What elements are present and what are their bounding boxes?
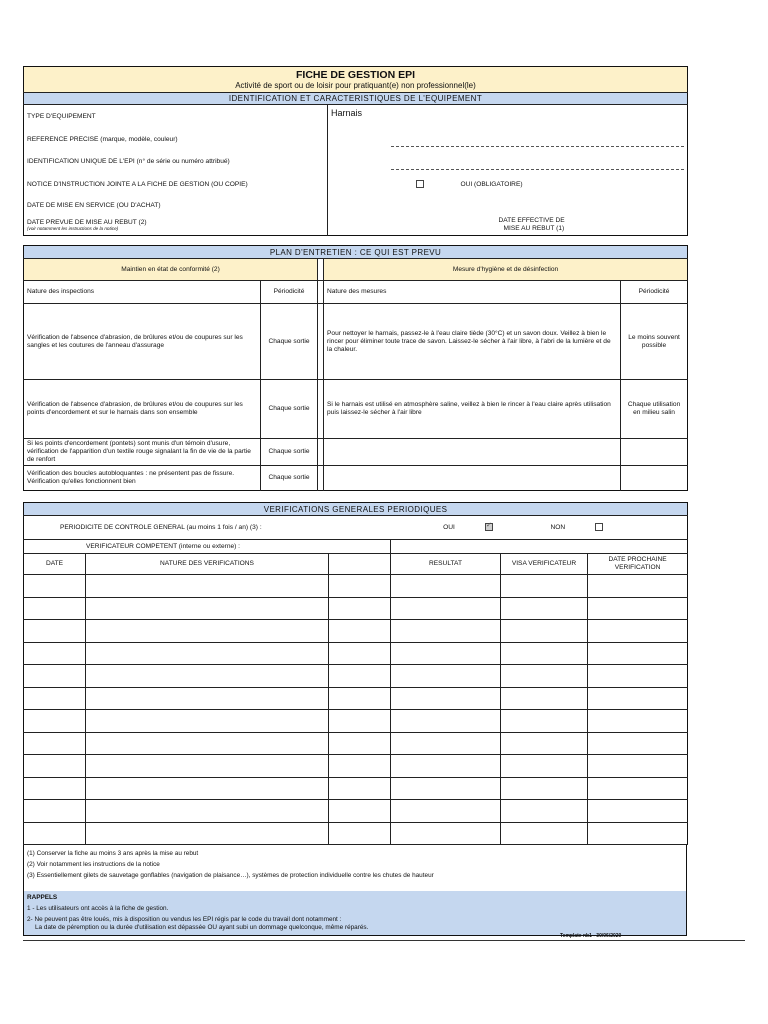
result-cell[interactable]	[391, 575, 501, 598]
verification-row	[24, 755, 688, 778]
rappel-2: 2- Ne peuvent pas être loués, mis à disposition ou vendus les EPI régis par le code du travail dont notamment :	[27, 916, 342, 923]
visa-cell[interactable]	[501, 620, 588, 643]
extra-cell[interactable]	[329, 800, 391, 823]
measure-text	[324, 439, 621, 466]
no-option	[501, 516, 688, 540]
planned-scrap-cell	[24, 216, 328, 236]
measures-col-header: Nature des mesures	[324, 281, 621, 304]
measure-text	[324, 466, 621, 491]
planned-scrap-label: DATE PREVUE DE MISE AU REBUT (2)	[27, 219, 147, 227]
inspection-periodicity: Chaque sortie	[261, 439, 318, 466]
extra-cell[interactable]	[329, 822, 391, 845]
extra-cell[interactable]	[329, 710, 391, 733]
extra-cell[interactable]	[329, 597, 391, 620]
verifier-field[interactable]	[391, 540, 688, 554]
date-cell[interactable]	[24, 777, 86, 800]
unique-id-field[interactable]	[328, 151, 688, 174]
header-block	[24, 67, 688, 93]
date-cell[interactable]	[24, 822, 86, 845]
actual-scrap-cell	[493, 216, 688, 236]
date-cell[interactable]	[24, 755, 86, 778]
next-date-cell[interactable]	[588, 777, 688, 800]
maintenance-row	[24, 466, 688, 491]
result-cell[interactable]	[391, 620, 501, 643]
verifications-section-title: VERIFICATIONS GENERALES PERIODIQUES	[24, 503, 688, 516]
periodicity-col-header: Périodicité	[261, 281, 318, 304]
extra-cell[interactable]	[329, 620, 391, 643]
measure-text: Si le harnais est utilisé en atmosphère saline, veillez à bien le rincer à l'eau claire après utilisation puis laissez-le sécher à l'air libre	[324, 380, 621, 439]
visa-cell[interactable]	[501, 800, 588, 823]
col-date: DATE	[24, 554, 86, 575]
measure-text: Pour nettoyer le harnais, passez-le à l'eau claire tiède (30°C) et un savon doux. Veillez à bien le rincer pour éliminer toute trace de savon. Laissez-le sécher à l'air libre, à l'abri de la lumière et de la chaleur.	[324, 304, 621, 380]
maintenance-row	[24, 439, 688, 466]
page-subtitle: Activité de sport ou de loisir pour pratiquant(e) non professionnel(le)	[235, 80, 476, 90]
next-date-cell[interactable]	[588, 597, 688, 620]
note-3: (3) Essentiellement gilets de sauvetage gonflables (navigation de plaisance…), systèmes de protection individuelle contre les chutes de hauteur	[27, 872, 434, 879]
verification-row	[24, 597, 688, 620]
nature-cell[interactable]	[86, 755, 329, 778]
measure-periodicity	[621, 439, 688, 466]
col-visa: VISA VERIFICATEUR	[501, 554, 588, 575]
nature-cell[interactable]	[86, 642, 329, 665]
reference-label: REFERENCE PRECISE (marque, modèle, couleur)	[24, 129, 328, 151]
footer-divider	[23, 940, 745, 941]
verification-row	[24, 620, 688, 643]
verification-row	[24, 687, 688, 710]
next-date-cell[interactable]	[588, 755, 688, 778]
col-nature: NATURE DES VERIFICATIONS	[86, 554, 329, 575]
maintenance-row	[24, 304, 688, 380]
actual-scrap-label-1: DATE EFFECTIVE DE	[498, 217, 565, 225]
verification-row	[24, 800, 688, 823]
unique-id-label: IDENTIFICATION UNIQUE DE L'EPI (n° de série ou numéro attribué)	[24, 151, 328, 174]
next-date-cell[interactable]	[588, 800, 688, 823]
verification-row	[24, 710, 688, 733]
verification-row	[24, 575, 688, 598]
inspection-text: Vérification des boucles autobloquantes : ne présentent pas de fissure. Vérification qu'elles fonctionnent bien	[24, 466, 261, 491]
planned-scrap-field[interactable]	[328, 216, 493, 236]
visa-cell[interactable]	[501, 642, 588, 665]
result-cell[interactable]	[391, 822, 501, 845]
notice-checkbox[interactable]	[416, 180, 424, 188]
result-cell[interactable]	[391, 800, 501, 823]
result-cell[interactable]	[391, 642, 501, 665]
type-label: TYPE D'EQUIPEMENT	[24, 105, 328, 129]
date-cell[interactable]	[24, 800, 86, 823]
rappels-block	[24, 891, 687, 935]
date-cell[interactable]	[24, 710, 86, 733]
next-date-cell[interactable]	[588, 620, 688, 643]
verifications-table	[23, 502, 688, 845]
visa-cell[interactable]	[501, 732, 588, 755]
visa-cell[interactable]	[501, 665, 588, 688]
measure-periodicity: Chaque utilisation en milieu salin	[621, 380, 688, 439]
nature-cell[interactable]	[86, 822, 329, 845]
maintenance-row	[24, 380, 688, 439]
inspection-periodicity: Chaque sortie	[261, 304, 318, 380]
maintenance-section-title: PLAN D'ENTRETIEN : CE QUI EST PREVU	[24, 246, 688, 259]
service-date-field[interactable]	[328, 196, 688, 216]
date-cell[interactable]	[24, 642, 86, 665]
result-cell[interactable]	[391, 597, 501, 620]
maintenance-table	[23, 245, 688, 491]
identification-section-title: IDENTIFICATION ET CARACTERISTIQUES DE L'EQUIPEMENT	[24, 93, 688, 105]
visa-cell[interactable]	[501, 575, 588, 598]
visa-cell[interactable]	[501, 755, 588, 778]
no-checkbox[interactable]	[595, 523, 603, 531]
note-2: (2) Voir notamment les instructions de la notice	[27, 861, 160, 868]
next-date-cell[interactable]	[588, 575, 688, 598]
result-cell[interactable]	[391, 665, 501, 688]
visa-cell[interactable]	[501, 710, 588, 733]
next-date-cell[interactable]	[588, 665, 688, 688]
verification-row	[24, 777, 688, 800]
notice-label: NOTICE D'INSTRUCTION JOINTE A LA FICHE DE GESTION (OU COPIE)	[24, 174, 328, 196]
verification-row	[24, 665, 688, 688]
identification-table	[23, 66, 688, 236]
rappels-title: RAPPELS	[27, 894, 58, 901]
inspection-text: Vérification de l'absence d'abrasion, de brûlures et/ou de coupures sur les points d'encordement et sur le harnais dans son ensemble	[24, 380, 261, 439]
visa-cell[interactable]	[501, 777, 588, 800]
measure-periodicity	[621, 466, 688, 491]
extra-cell[interactable]	[329, 777, 391, 800]
rappel-3: La date de péremption ou la durée d'utilisation est dépassée OU ayant subi un dommage quelconque, même réparés.	[35, 924, 369, 931]
nature-cell[interactable]	[86, 665, 329, 688]
note-1: (1) Conserver la fiche au moins 3 ans après la mise au rebut	[27, 850, 199, 857]
type-value[interactable]: Harnais	[331, 108, 363, 118]
inspection-periodicity: Chaque sortie	[268, 474, 310, 481]
date-cell[interactable]	[24, 597, 86, 620]
no-label: NON	[550, 523, 566, 531]
conformity-header: Maintien en état de conformité (2)	[24, 259, 318, 281]
nature-cell[interactable]	[86, 597, 329, 620]
reference-field[interactable]	[328, 129, 688, 151]
visa-cell[interactable]	[501, 687, 588, 710]
nature-cell[interactable]	[86, 800, 329, 823]
rappel-1: 1 - Les utilisateurs ont accès à la fiche de gestion.	[27, 905, 169, 912]
form-sheet	[23, 66, 687, 936]
next-date-cell[interactable]	[588, 642, 688, 665]
result-cell[interactable]	[391, 732, 501, 755]
yes-checkbox[interactable]	[485, 523, 493, 531]
date-cell[interactable]	[24, 732, 86, 755]
inspection-periodicity: Chaque sortie	[261, 380, 318, 439]
planned-scrap-note: (voir notamment les instructions de la notice)	[27, 226, 119, 232]
next-date-cell[interactable]	[588, 732, 688, 755]
next-date-cell[interactable]	[588, 822, 688, 845]
notes-table	[23, 845, 687, 936]
hygiene-header: Mesure d'hygiène et de désinfection	[324, 259, 688, 281]
extra-cell[interactable]	[329, 575, 391, 598]
extra-cell[interactable]	[329, 755, 391, 778]
nature-cell[interactable]	[86, 777, 329, 800]
next-date-cell[interactable]	[588, 687, 688, 710]
nature-cell[interactable]	[86, 710, 329, 733]
nature-cell[interactable]	[86, 575, 329, 598]
date-cell[interactable]	[24, 665, 86, 688]
verification-row	[24, 642, 688, 665]
inspections-col-header: Nature des inspections	[24, 281, 261, 304]
service-date-label: DATE DE MISE EN SERVICE (OU D'ACHAT)	[24, 196, 328, 216]
extra-cell[interactable]	[329, 732, 391, 755]
result-cell[interactable]	[391, 777, 501, 800]
verification-row	[24, 822, 688, 845]
verifier-label: VERIFICATEUR COMPETENT (interne ou externe) :	[24, 540, 391, 554]
result-cell[interactable]	[391, 710, 501, 733]
extra-cell[interactable]	[329, 665, 391, 688]
yes-label: OUI	[443, 523, 455, 531]
date-cell[interactable]	[24, 575, 86, 598]
inspection-text: Si les points d'encordement (pontets) sont munis d'un témoin d'usure, vérification de l'apparition d'un textile rouge signalant la fin de vie de la partie de renfort	[24, 439, 261, 466]
yes-option	[391, 516, 501, 540]
periodicity-label: PERIODICITE DE CONTROLE GENERAL (au moins 1 fois / an) (3) :	[24, 516, 391, 540]
verification-row	[24, 732, 688, 755]
notes-block	[24, 845, 687, 891]
actual-scrap-label-2: MISE AU REBUT (1)	[503, 225, 565, 233]
notice-option-label: OUI (OBLIGATOIRE)	[460, 180, 523, 188]
template-reference: Template nb1 - 30/06/2020	[560, 933, 622, 939]
next-date-cell[interactable]	[588, 710, 688, 733]
extra-cell[interactable]	[329, 687, 391, 710]
extra-cell[interactable]	[329, 642, 391, 665]
result-cell[interactable]	[391, 755, 501, 778]
date-cell[interactable]	[24, 620, 86, 643]
nature-cell[interactable]	[86, 687, 329, 710]
result-cell[interactable]	[391, 687, 501, 710]
measure-periodicity: Le moins souvent possible	[621, 304, 688, 380]
nature-cell[interactable]	[86, 620, 329, 643]
visa-cell[interactable]	[501, 597, 588, 620]
date-cell[interactable]	[24, 687, 86, 710]
page-title: FICHE DE GESTION EPI	[295, 68, 416, 81]
measure-periodicity-col-header: Périodicité	[621, 281, 688, 304]
nature-cell[interactable]	[86, 732, 329, 755]
inspection-text: Vérification de l'absence d'abrasion, de brûlures et/ou de coupures sur les sangles et les coutures de l'anneau d'assurage	[24, 304, 261, 380]
visa-cell[interactable]	[501, 822, 588, 845]
col-result: RESULTAT	[391, 554, 501, 575]
col-next-date: DATE PROCHAINE VERIFICATION	[588, 554, 688, 575]
